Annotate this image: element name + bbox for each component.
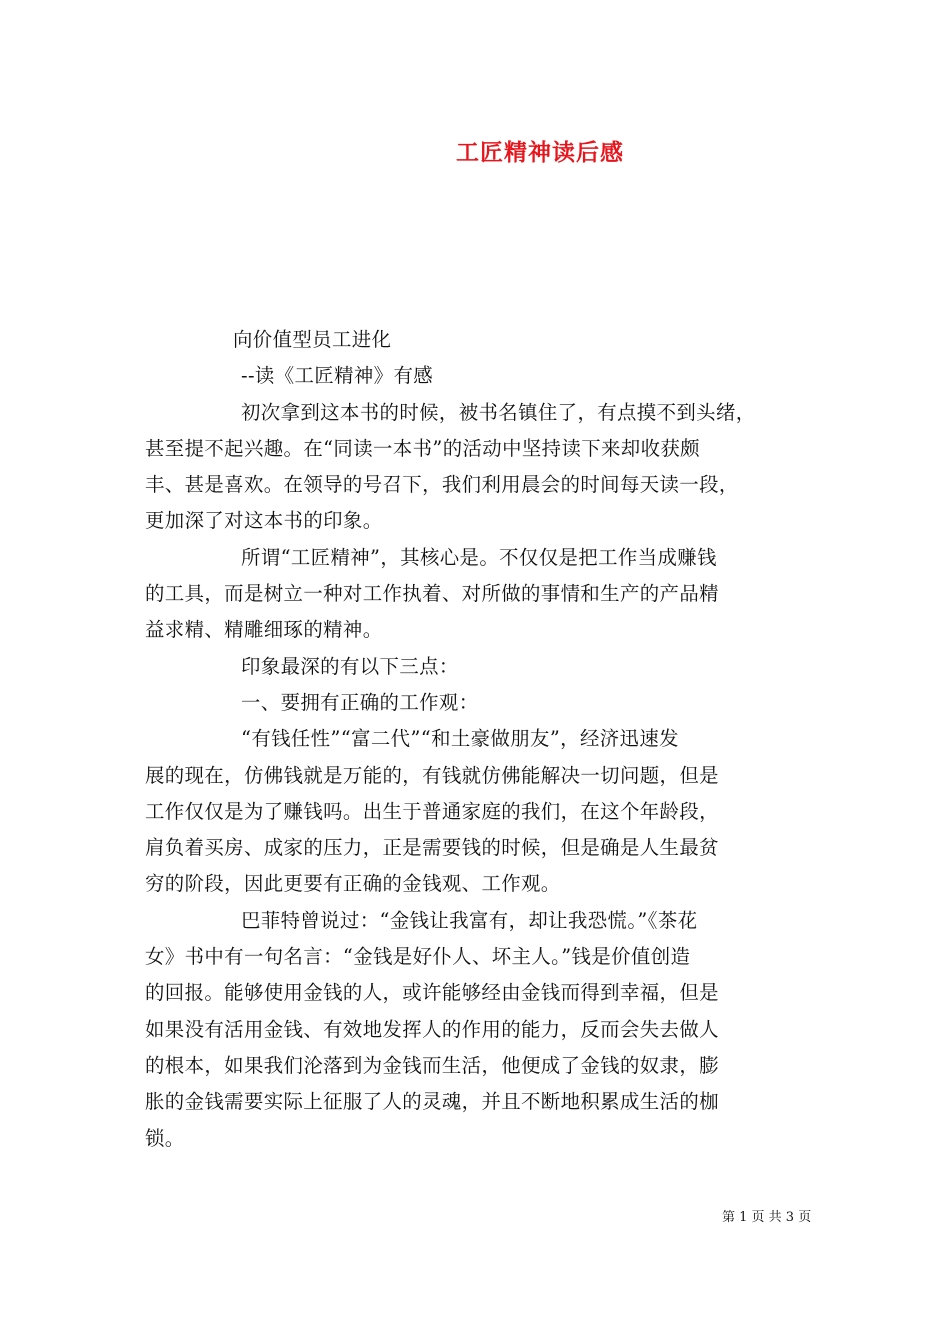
paragraph-line: 的根本，如果我们沦落到为金钱而生活，他便成了金钱的奴隶，膨 [145, 1053, 719, 1077]
paragraph [145, 903, 810, 1157]
paragraph-line: 所谓“工匠精神”，其核心是。不仅仅是把工作当成赚钱 [241, 545, 717, 569]
paragraph-line: 女》书中有一句名言：“金钱是好仆人、坏主人。”钱是价值创造 [145, 945, 691, 969]
paragraph [145, 395, 810, 540]
paragraph [145, 540, 810, 649]
section-heading: 一、要拥有正确的工作观： [241, 690, 479, 714]
paragraph-line: “有钱任性”“富二代”“和土豪做朋友”，经济迅速发 [241, 727, 679, 751]
paragraph-line: 的回报。能够使用金钱的人，或许能够经由金钱而得到幸福，但是 [145, 981, 719, 1005]
paragraph-line: 丰、甚是喜欢。在领导的号召下，我们利用晨会的时间每天读一段， [145, 473, 739, 497]
paragraph-line: 如果没有活用金钱、有效地发挥人的作用的能力，反而会失去做人 [145, 1017, 719, 1041]
paragraph [145, 649, 810, 685]
paragraph [145, 685, 810, 721]
paragraph-line: 锁。 [145, 1126, 185, 1150]
document-title: 工匠精神读后感 [456, 140, 624, 166]
paragraph-line: 印象最深的有以下三点： [241, 654, 459, 678]
paragraph [145, 721, 810, 902]
paragraph-line: 巴菲特曾说过：“金钱让我富有，却让我恐慌。”《茶花 [241, 908, 698, 932]
heading: 向价值型员工进化 [233, 328, 392, 351]
paragraph-line: 展的现在，仿佛钱就是万能的，有钱就仿佛能解决一切问题，但是 [145, 763, 719, 787]
paragraph-line: 初次拿到这本书的时候，被书名镇住了，有点摸不到头绪， [241, 400, 756, 424]
paragraph-line: 工作仅仅是为了赚钱吗。出生于普通家庭的我们，在这个年龄段， [145, 799, 719, 823]
paragraph-line: 的工具，而是树立一种对工作执着、对所做的事情和生产的产品精 [145, 582, 719, 606]
paragraph-line: 胀的金钱需要实际上征服了人的灵魂，并且不断地积累成生活的枷 [145, 1090, 719, 1114]
paragraph-line: 甚至提不起兴趣。在“同读一本书”的活动中坚持读下来却收获颇 [145, 436, 700, 460]
document-body [145, 322, 810, 1157]
paragraph-line: 益求精、精雕细琢的精神。 [145, 618, 383, 642]
paragraph-line: 穷的阶段，因此更要有正确的金钱观、工作观。 [145, 872, 561, 896]
paragraph-line: 更加深了对这本书的印象。 [145, 509, 383, 533]
page-number: 第 1 页 共 3 页 [722, 1210, 812, 1225]
paragraph-line: 肩负着买房、成家的压力，正是需要钱的时候，但是确是人生最贫 [145, 836, 719, 860]
subheading: --读《工匠精神》有感 [241, 364, 434, 388]
